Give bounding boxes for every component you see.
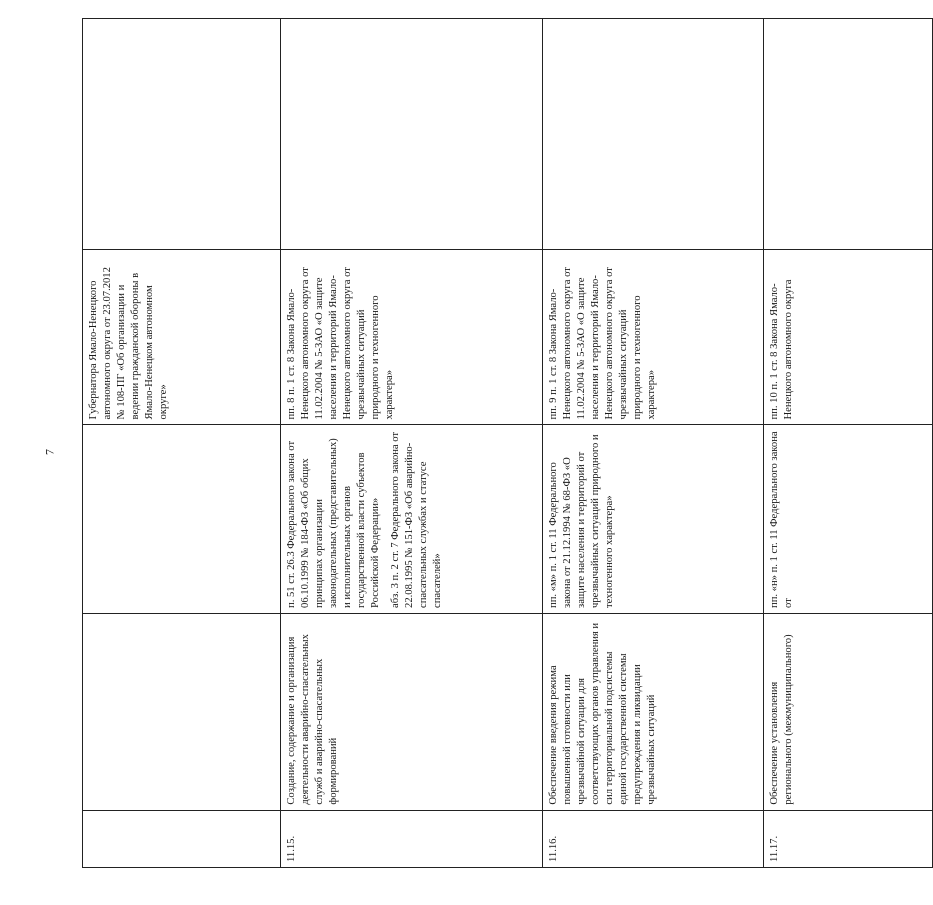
basis-text: пп. «н» п. 1 ст. 11 Федерального закона от <box>769 431 794 608</box>
regional-act-cell: пп. 8 п. 1 ст. 8 Закона Ямало-Ненецкого автономного округа от 11.02.2004 № 5-ЗАО «О защите населения и территорий Ямало-Ненецкого автономного округа от чрезвычайных ситуаций природного и техногенного характера» <box>281 250 543 425</box>
row-number: 11.16. <box>543 810 764 867</box>
basis-cell <box>764 425 933 613</box>
regulation-table <box>82 18 933 868</box>
row-number: 11.17. <box>764 810 933 867</box>
table-row <box>764 19 933 868</box>
basis-text: пп. «м» п. 1 ст. 11 Федерального закона от 21.12.1994 № 68-ФЗ «О защите населения и территорий от чрезвычайных ситуаций природного и техногенного характера» <box>548 434 615 608</box>
basis-text: абз. 3 п. 2 ст. 7 Федерального закона от 22.08.1995 № 151-ФЗ «Об аварийно-спасательных службах и статусе спасателей» <box>389 431 443 608</box>
row-number: 11.15. <box>281 810 543 867</box>
table-row <box>543 19 764 868</box>
task-cell: Обеспечение введения режима повышенной готовности или чрезвычайной ситуации для соответствующих органов управления и сил территориальной подсистемы единой государственной системы предупреждения и ликвидации чрезвычайных ситуаций <box>543 613 764 810</box>
extra-cell <box>543 19 764 250</box>
regional-act-cell: пп. 10 п. 1 ст. 8 Закона Ямало-Ненецкого автономного округа <box>764 250 933 425</box>
basis-cell <box>281 425 543 613</box>
task-cell: Обеспечение установления регионального (межмуниципального) <box>764 613 933 810</box>
extra-cell <box>764 19 933 250</box>
page-number: 7 <box>42 449 57 455</box>
regional-act-cell: Губернатора Ямало-Ненецкого автономного округа от 23.07.2012 № 108-ПГ «Об организации и ведении гражданской обороны в Ямало-Ненецком автономном округе» <box>83 250 281 425</box>
task-cell: Создание, содержание и организация деятельности аварийно-спасательных служб и аварийно-спасательных формирований <box>281 613 543 810</box>
row-number <box>83 810 281 867</box>
regional-act-cell: пп. 9 п. 1 ст. 8 Закона Ямало-Ненецкого автономного округа от 11.02.2004 № 5-ЗАО «О защите населения и территорий Ямало-Ненецкого автономного округа от чрезвычайных ситуаций природного и техногенного характера» <box>543 250 764 425</box>
basis-cell <box>543 425 764 613</box>
basis-cell <box>83 425 281 613</box>
table-row <box>83 19 281 868</box>
table-row <box>281 19 543 868</box>
task-cell <box>83 613 281 810</box>
extra-cell <box>281 19 543 250</box>
regulation-table-rotated <box>82 18 794 868</box>
extra-cell <box>83 19 281 250</box>
basis-text: п. 51 ст. 26.3 Федерального закона от 06.10.1999 № 184-ФЗ «Об общих принципах организации законодательных (представительных) и исполнительных органов государственной власти субъектов Российской Федерации» <box>286 438 381 608</box>
